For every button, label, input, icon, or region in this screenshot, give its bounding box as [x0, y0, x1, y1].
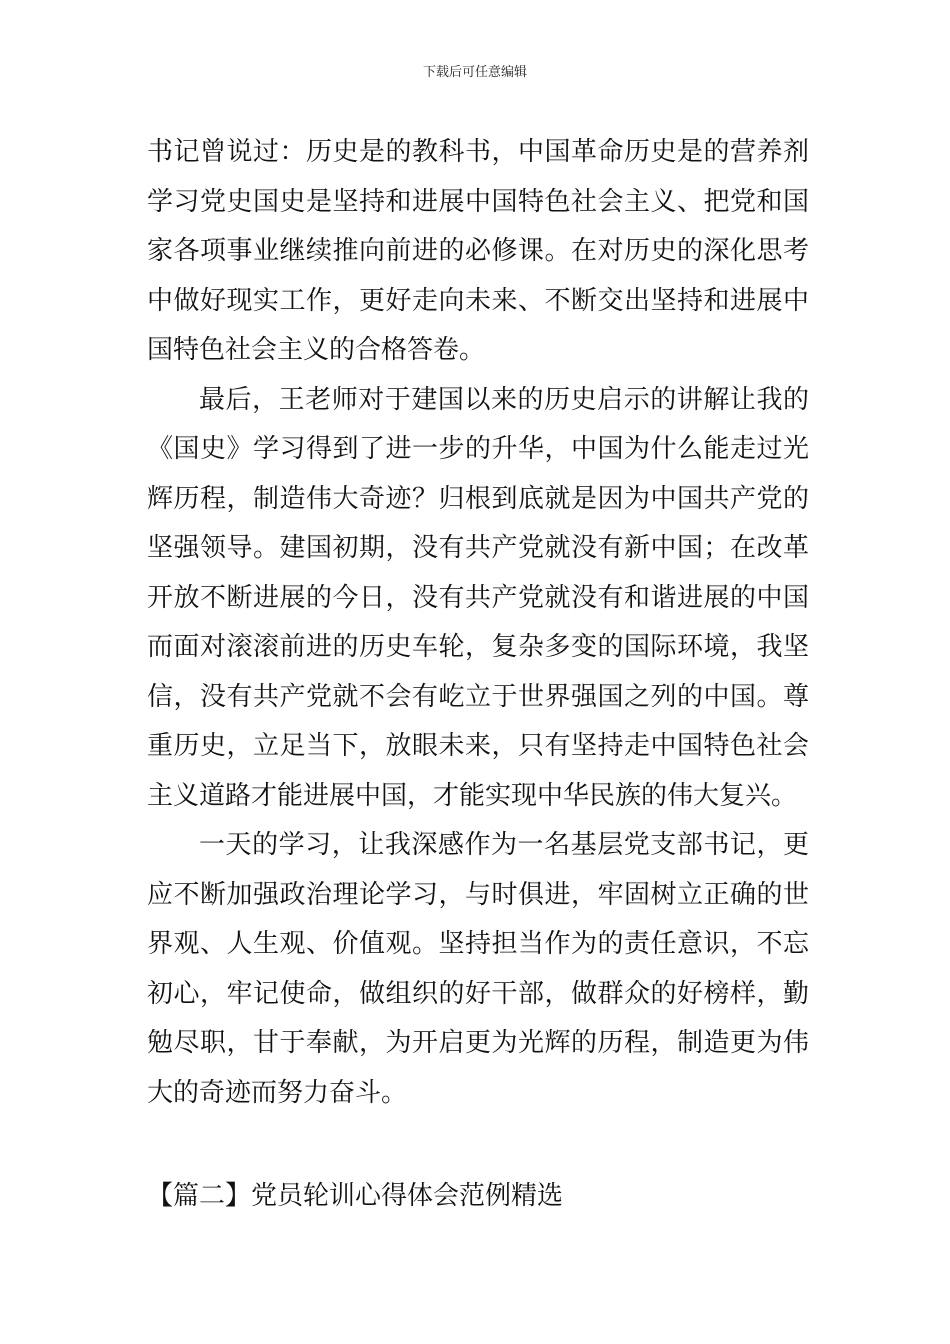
text-line: 大的奇迹而努力奋斗。 — [147, 1077, 408, 1108]
text-line: 重历史，立足当下，放眼未来，只有坚持走中国特色社会 — [147, 731, 809, 761]
text-line: 坚强领导。建国初期，没有共产党就没有新中国；在改革 — [147, 533, 809, 563]
text-line: 国特色社会主义的合格答卷。 — [147, 335, 486, 365]
text-line: 开放不断进展的今日，没有共产党就没有和谐进展的中国 — [147, 582, 809, 613]
paragraph — [147, 128, 809, 376]
text-line: 信，没有共产党就不会有屹立于世界强国之列的中国。尊 — [147, 681, 809, 712]
paragraph — [147, 821, 809, 1118]
section-heading: 【篇二】党员轮训心得体会范例精选 — [147, 1181, 564, 1211]
text-line: 《国史》学习得到了进一步的升华，中国为什么能走过光 — [147, 434, 809, 464]
text-line: 主义道路才能进展中国，才能实现中华民族的伟大复兴。 — [147, 780, 798, 811]
page-header-note: 下载后可任意编辑 — [422, 65, 527, 80]
text-line: 家各项事业继续推向前进的必修课。在对历史的深化思考 — [147, 236, 809, 266]
body-text — [147, 128, 809, 1118]
paragraph — [147, 376, 809, 822]
text-line: 学习党史国史是坚持和进展中国特色社会主义、把党和国 — [147, 186, 809, 217]
text-line: 应不断加强政治理论学习，与时俱进，牢固树立正确的世 — [147, 879, 809, 910]
text-line: 最后，王老师对于建国以来的历史启示的讲解让我的 — [199, 384, 809, 415]
text-line: 初心，牢记使命，做组织的好干部，做群众的好榜样，勤 — [147, 978, 809, 1009]
text-line: 辉历程，制造伟大奇迹？归根到底就是因为中国共产党的 — [147, 483, 809, 514]
text-line: 勉尽职，甘于奉献，为开启更为光辉的历程，制造更为伟 — [147, 1028, 809, 1058]
text-line: 中做好现实工作，更好走向未来、不断交出坚持和进展中 — [147, 285, 809, 316]
text-line: 一天的学习，让我深感作为一名基层党支部书记，更 — [199, 830, 809, 860]
text-line: 而面对滚滚前进的历史车轮，复杂多变的国际环境，我坚 — [147, 632, 809, 662]
text-line: 界观、人生观、价值观。坚持担当作为的责任意识，不忘 — [147, 929, 809, 959]
text-line: 书记曾说过：历史是的教科书，中国革命历史是的营养剂 — [147, 137, 809, 167]
